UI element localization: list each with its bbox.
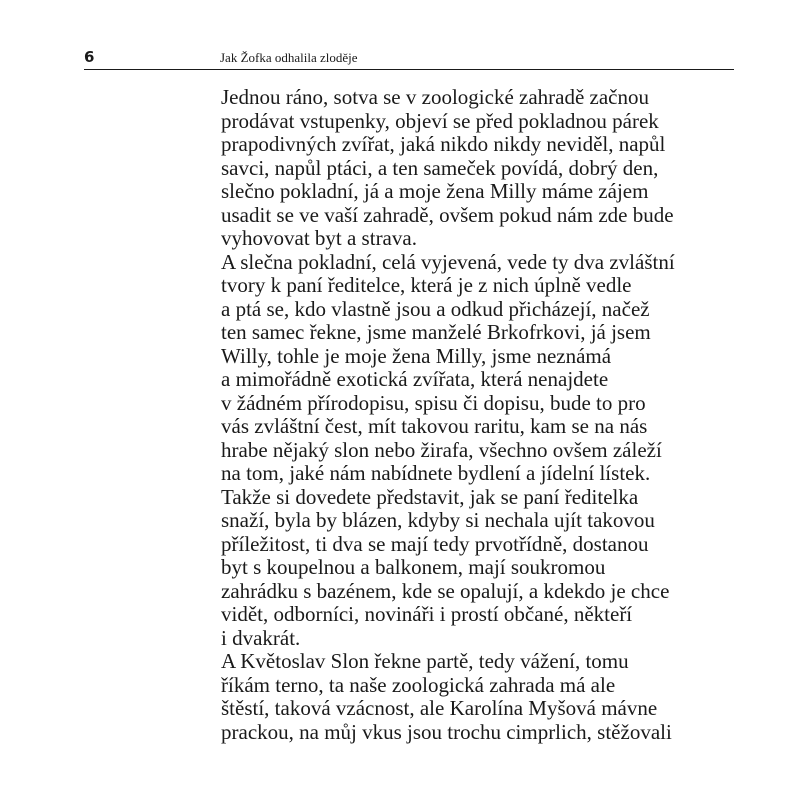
text-line: prackou, na můj vkus jsou trochu cimprlich, stěžovali <box>221 719 672 744</box>
text-line: savci, napůl ptáci, a ten sameček povídá, dobrý den, <box>221 155 659 180</box>
text-line: vyhovovat byt a strava. <box>221 226 417 250</box>
text-line: byt s koupelnou a balkonem, mají soukromou <box>221 555 606 579</box>
header-rule <box>84 69 734 70</box>
text-line: v žádném přírodopisu, spisu či dopisu, bude to pro <box>221 390 646 415</box>
text-line: vás zvláštní čest, mít takovou raritu, kam se na nás <box>221 414 648 438</box>
text-line: říkám terno, ta naše zoologická zahrada má ale <box>221 672 616 697</box>
page-header <box>84 44 734 70</box>
text-line: tvory k paní ředitelce, která je z nich úplně vedle <box>221 273 632 297</box>
text-line: hrabe nějaký slon nebo žirafa, všechno ovšem záleží <box>221 437 662 462</box>
text-line: štěstí, taková vzácnost, ale Karolína Myšová mávne <box>221 696 658 720</box>
page-number: 6 <box>84 48 95 66</box>
text-line: A slečna pokladní, celá vyjevená, vede ty dva zvláštní <box>221 249 675 274</box>
text-line: Takže si dovedete představit, jak se paní ředitelka <box>221 484 639 509</box>
text-line: a ptá se, kdo vlastně jsou a odkud přicházejí, načež <box>221 296 650 321</box>
text-line: příležitost, ti dva se mají tedy prvotřídně, dostanou <box>221 531 649 556</box>
text-line: A Květoslav Slon řekne partě, tedy vážení, tomu <box>221 649 629 673</box>
text-line: i dvakrát. <box>221 625 301 650</box>
body-text <box>221 86 691 744</box>
text-line: slečno pokladní, já a moje žena Milly máme zájem <box>221 179 649 203</box>
text-line: ten samec řekne, jsme manželé Brkofrkovi, já jsem <box>221 320 651 344</box>
text-line: a mimořádně exotická zvířata, která nenajdete <box>221 367 609 391</box>
text-line: vidět, odborníci, novináři i prostí občané, někteří <box>221 602 633 626</box>
text-line: Willy, tohle je moje žena Milly, jsme neznámá <box>221 343 612 368</box>
text-line: prapodivných zvířat, jaká nikdo nikdy neviděl, napůl <box>221 132 666 156</box>
running-title: Jak Žofka odhalila zloděje <box>220 50 358 65</box>
text-line: zahrádku s bazénem, kde se opalují, a kdekdo je chce <box>221 578 670 603</box>
text-line: usadit se ve vaší zahradě, ovšem pokud nám zde bude <box>221 202 674 227</box>
text-line: snaží, byla by blázen, kdyby si nechala ujít takovou <box>221 508 655 532</box>
text-line: prodávat vstupenky, objeví se před pokladnou párek <box>221 108 659 133</box>
text-line: Jednou ráno, sotva se v zoologické zahradě začnou <box>221 85 649 109</box>
text-line: na tom, jaké nám nabídnete bydlení a jídelní lístek. <box>221 461 651 485</box>
